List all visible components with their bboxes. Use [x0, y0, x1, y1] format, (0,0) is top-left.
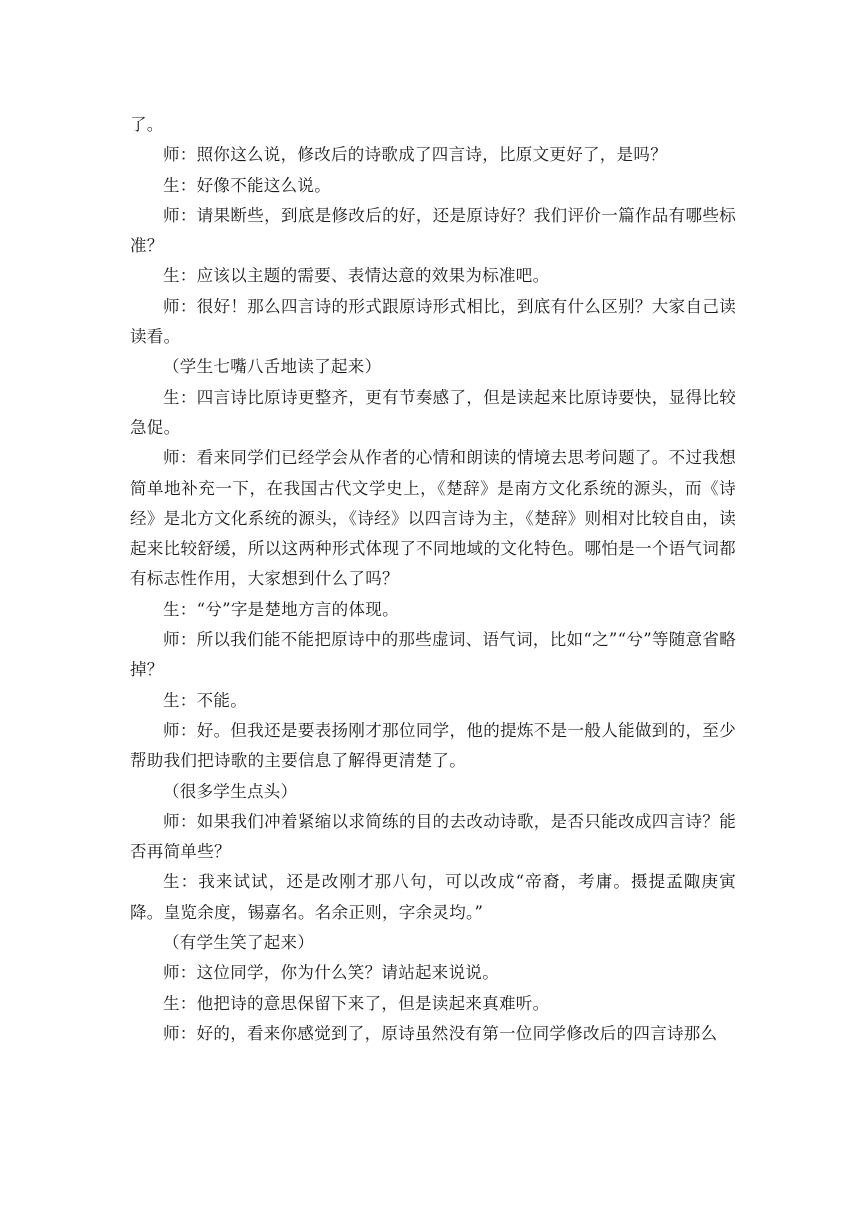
paragraph: 生：好像不能这么说。 — [163, 175, 331, 195]
paragraph: 师：很好！那么四言诗的形式跟原诗形式相比，到底有什么区别？大家自己读读看。 — [130, 296, 736, 347]
paragraph: 师：好的，看来你感觉到了，原诗虽然没有第一位同学修改后的四言诗那么 — [163, 1023, 718, 1043]
stage-direction: （有学生笑了起来） — [163, 933, 315, 953]
stage-direction: （很多学生点头） — [163, 781, 298, 801]
paragraph: 生：应该以主题的需要、表情达意的效果为标准吧。 — [163, 266, 550, 286]
stage-direction: （学生七嘴八舌地读了起来） — [163, 357, 382, 377]
paragraph: 了。 — [130, 115, 164, 134]
paragraph: 师：这位同学，你为什么笑？请站起来说说。 — [163, 963, 499, 983]
paragraph: 师：好。但我还是要表扬刚才那位同学，他的提炼不是一般人能做到的，至少帮助我们把诗歌的主要信息了解得更清楚了。 — [130, 720, 736, 771]
paragraph: 师：所以我们能不能把原诗中的那些虚词、语气词，比如“之”“兮”等随意省略掉？ — [130, 630, 736, 680]
paragraph: 生：他把诗的意思保留下来了，但是读起来真难听。 — [163, 993, 550, 1013]
paragraph: 生：不能。 — [163, 690, 247, 710]
paragraph: 生：“兮”字是楚地方言的体现。 — [163, 599, 399, 619]
paragraph: 师：照你这么说，修改后的诗歌成了四言诗，比原文更好了，是吗？ — [163, 145, 667, 165]
paragraph: 生：我来试试，还是改刚才那八句，可以改成“帝裔，考庸。摄提孟陬庚寅降。皇览余度，锡嘉名。名余正则，字余灵均。” — [130, 872, 736, 922]
paragraph: 生：四言诗比原诗更整齐，更有节奏感了，但是读起来比原诗要快，显得比较急促。 — [130, 387, 736, 437]
paragraph: 师：如果我们冲着紧缩以求简练的目的去改动诗歌，是否只能改成四言诗？能否再简单些？ — [130, 811, 736, 862]
document-body — [130, 110, 736, 1049]
paragraph: 师：请果断些，到底是修改后的好，还是原诗好？我们评价一篇作品有哪些标准？ — [130, 205, 736, 256]
paragraph: 师：看来同学们已经学会从作者的心情和朗读的情境去思考问题了。不过我想简单地补充一下，在我国古代文学史上，《楚辞》是南方文化系统的源头，而《诗经》是北方文化系统的源头，《诗经》以四言诗为主，《楚辞》则相对比较自由，读起来比较舒缓，所以这两种形式体现了不同地域的文化特色。哪怕是一个语气词都有标志性作用，大家想到什么了吗？ — [130, 448, 736, 589]
